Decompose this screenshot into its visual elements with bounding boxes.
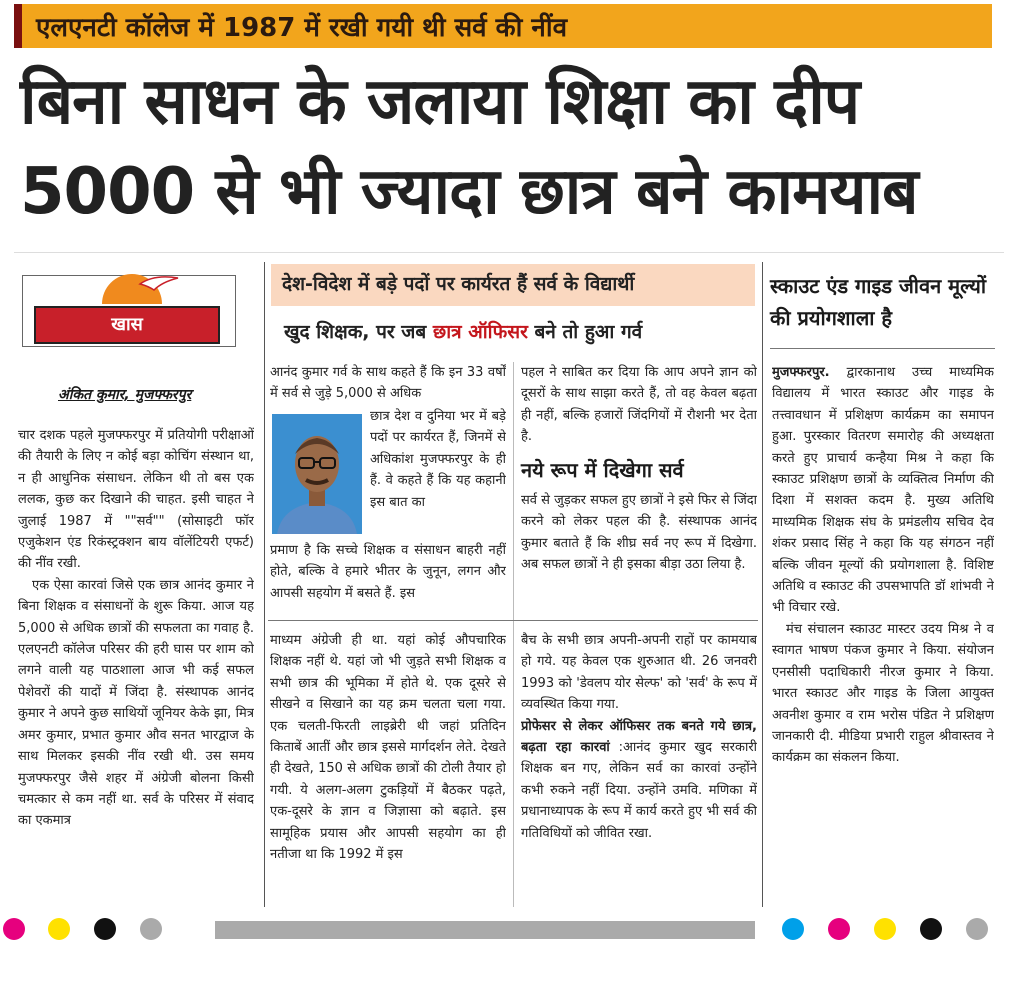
right-column bbox=[772, 362, 994, 906]
registration-dot-yellow bbox=[48, 918, 70, 940]
headline-line-1: बिना साधन के जलाया शिक्षा का दीप bbox=[20, 65, 860, 139]
registration-dot-yellow-2 bbox=[874, 918, 896, 940]
col2-lower bbox=[270, 630, 506, 906]
registration-dot-black bbox=[94, 918, 116, 940]
right-heading-rule bbox=[770, 348, 995, 349]
right-paragraph-1: द्वारकानाथ उच्च माध्यमिक विद्यालय में भारत स्काउट और गाइड के तत्त्वावधान में प्रशिक्षण कार्यक्रम का समापन हुआ. पुरस्कार वितरण समारोह की अध्यक्षता करते हुए प्राचार्य कन्हैया मिश्र ने कहा कि स्काउट प्रशिक्षण छात्रों के व्यक्तित्व निर्माण की दिशा में सशक्त कदम है. मुख्य अतिथि माध्यमिक शिक्षक संघ के प्रमंडलीय सचिव देव शंकर प्रसाद सिंह ने कहा कि यह संगठन नहीं बल्कि जीवन मूल्यों की प्रयोगशाला है. विशिष्ट अतिथि व स्काउट की उपसभापति डॉ शांभवी ने भी विचार रखे. bbox=[772, 365, 994, 616]
col1-paragraph-2: एक ऐसा कारवां जिसे एक छात्र आनंद कुमार ने बिना शिक्षक व संसाधनों के शुरू किया. आज यह 5,000 से अधिक छात्रों की सफलता का गवाह है. एलएनटी कॉलेज परिसर की हरी घास पर शाम को लगने वाली यह पाठशाला आज भी कई सफल पेशेवरों की यादों में जिंदा है. संस्थापक आनंद कुमार ने अपने कुछ साथियों जूनियर केके झा, मित्र अमर कुमार, प्रभात कुमार औव सनत भारद्वाज के साथ मिलकर इसकी नींव रखी थी. उस समय मुजफ्फरपुर जैसे शहर में अंग्रेजी बोलना किसी चमत्कार से कम नहीं था. सर्व के परिसर में संवाद का एकमात्र bbox=[18, 577, 254, 829]
section-divider bbox=[268, 620, 758, 621]
col3-lower bbox=[521, 630, 757, 906]
person-photo bbox=[272, 414, 362, 534]
column-1 bbox=[18, 425, 254, 903]
registration-dot-magenta-2 bbox=[828, 918, 850, 940]
registration-dot-magenta bbox=[3, 918, 25, 940]
col1-paragraph-1: चार दशक पहले मुजफ्फरपुर में प्रतियोगी परीक्षाओं की तैयारी के लिए न कोई बड़ा कोचिंग संस्थान था, न ही आधुनिक संसाधन. लेकिन थी तो बस एक ललक, कुछ कर दिखाने की चाहत. इसी चाहत ने जुलाई 1987 में ""सर्व"" (सोसाइटी फॉर एजुकेशन एंड रिकंस्ट्रक्शन बाय वॉलेंटियरी एफर्ट) की नींव रखी. bbox=[18, 428, 254, 572]
column-rule-1 bbox=[264, 262, 265, 907]
byline: अंकित कुमार, मुजफ्फरपुर bbox=[58, 387, 192, 403]
label-text: खास bbox=[111, 314, 143, 335]
column-rule-2 bbox=[762, 262, 763, 907]
col3-bold-tail: :आनंद कुमार खुद सरकारी शिक्षक बन गए, लेकिन सर्व का कारवां उन्होंने कभी रुकने नहीं दिया. उन्होंने उमवि. मणिका में प्रधानाध्यापक के रूप में कार्य करते हुए भी सर्व की गतिविधियों को जीवित रखा. bbox=[521, 740, 757, 841]
bird-sun-logo-icon bbox=[92, 272, 182, 306]
headline-divider bbox=[14, 252, 1004, 253]
registration-dot-cyan bbox=[782, 918, 804, 940]
col3-bold-lead: प्रोफेसर से लेकर ऑफिसर तक बनते गये छात्र, बढ़ता रहा कारवां bbox=[521, 718, 757, 756]
right-paragraph-2: मंच संचालन स्काउट मास्टर उदय मिश्र ने व स्वागत भाषण पंकज कुमार ने किया. संयोजन एनसीसी पदाधिकारी नीरज कुमार ने किया. भारत स्काउट और गाइड के जिला आयुक्त अवनीश कुमार व राम भरोस पंडित ने प्रशिक्षण जानकारी दी. मीडिया प्रभारी राहुल श्रीवास्तव ने कार्यक्रम का संकलन किया. bbox=[772, 621, 994, 766]
right-heading: स्काउट एंड गाइड जीवन मूल्यों की प्रयोगशाला है bbox=[770, 274, 987, 330]
subhead-2 bbox=[284, 318, 642, 344]
section-heading: नये रूप में दिखेगा सर्व bbox=[521, 458, 684, 482]
subhead-2-part1: खुद शिक्षक, पर जब bbox=[284, 321, 433, 343]
subhead-2-part2: छात्र ऑफिसर bbox=[432, 321, 528, 343]
col3-top bbox=[521, 362, 757, 450]
col2-beside-text: छात्र देश व दुनिया भर में बड़े पदों पर कार्यरत हैं, जिनमें से अधिकांश मुजफ्फरपुर के ही हैं. वे कहते हैं कि यह कहानी इस बात का bbox=[370, 409, 506, 510]
col2-top-text: आनंद कुमार गर्व के साथ कहते हैं कि इन 33 वर्षों में सर्व से जुड़े 5,000 से अधिक bbox=[270, 365, 506, 402]
col2-lower-text: माध्यम अंग्रेजी ही था. यहां कोई औपचारिक शिक्षक नहीं थे. यहां जो भी जुड़ते सभी शिक्षक व सभी छात्र की भूमिका में होते थे. एक दूसरे से सीखने व सिखाने का यह क्रम चलता चला गया. एक चलती-फिरती लाइब्रेरी थी जहां प्रतिदिन किताबें आतीं और छात्र इससे मार्गदर्शन लेते. देखते ही देखते, 150 से अधिक छात्रों की टोली तैयार हो गयी. ये अलग-अलग टुकड़ियों में बैठकर पढ़ते, एक-दूसरे के ज्ञान व जिज्ञासा को बढ़ाते. इस सामूहिक प्रयास और आपसी सहयोग का ही नतीजा था कि 1992 में इस bbox=[270, 633, 506, 863]
registration-dot-black-2 bbox=[920, 918, 942, 940]
col3-after-head bbox=[521, 490, 757, 610]
subhead-1: देश-विदेश में बड़े पदों पर कार्यरत हैं सर्व के विद्यार्थी bbox=[282, 273, 635, 295]
right-dateline: मुजफ्फरपुर. bbox=[772, 365, 830, 380]
kicker-accent-bar bbox=[14, 4, 22, 48]
headline-line-2: 5000 से भी ज्यादा छात्र बने कामयाब bbox=[20, 155, 918, 229]
kicker-text: एलएनटी कॉलेज में 1987 में रखी गयी थी सर्व की नींव bbox=[36, 13, 568, 43]
subhead-2-part3: बने तो हुआ गर्व bbox=[527, 321, 643, 343]
col3-lower-text: बैच के सभी छात्र अपनी-अपनी राहों पर कामयाब हो गये. यह केवल एक शुरुआत थी. 26 जनवरी 1993 को 'डेवलप योर सेल्फ' को 'सर्व' के रूप में व्यवस्थित किया गया. bbox=[521, 633, 757, 713]
col2-after-text: प्रमाण है कि सच्चे शिक्षक व संसाधन बाहरी नहीं होते, बल्कि वे हमारे भीतर के जुनून, लगन और आपसी सहयोग में बसते हैं. इस bbox=[270, 543, 506, 601]
registration-dot-gray bbox=[140, 918, 162, 940]
col3-top-text: पहल ने साबित कर दिया कि आप अपने ज्ञान को दूसरों के साथ साझा करते हैं, तो वह केवल बढ़ता ही नहीं, बल्कि हजारों जिंदगियों में रौशनी भर देता है. bbox=[521, 365, 757, 445]
registration-gray-bar bbox=[215, 921, 755, 939]
column-rule-center bbox=[513, 362, 514, 907]
col2-top bbox=[270, 362, 506, 406]
col2-beside-photo bbox=[370, 406, 506, 536]
registration-dot-gray-2 bbox=[966, 918, 988, 940]
col2-after-photo bbox=[270, 540, 506, 608]
col3-after-head-text: सर्व से जुड़कर सफल हुए छात्रों ने इसे फिर से जिंदा करने को लेकर पहल की है. संस्थापक आनंद कुमार बताते हैं कि शीघ्र सर्व नए रूप में दिखेगा. अब सफल छात्रों ने ही इसका बीड़ा उठा लिया है. bbox=[521, 493, 757, 573]
